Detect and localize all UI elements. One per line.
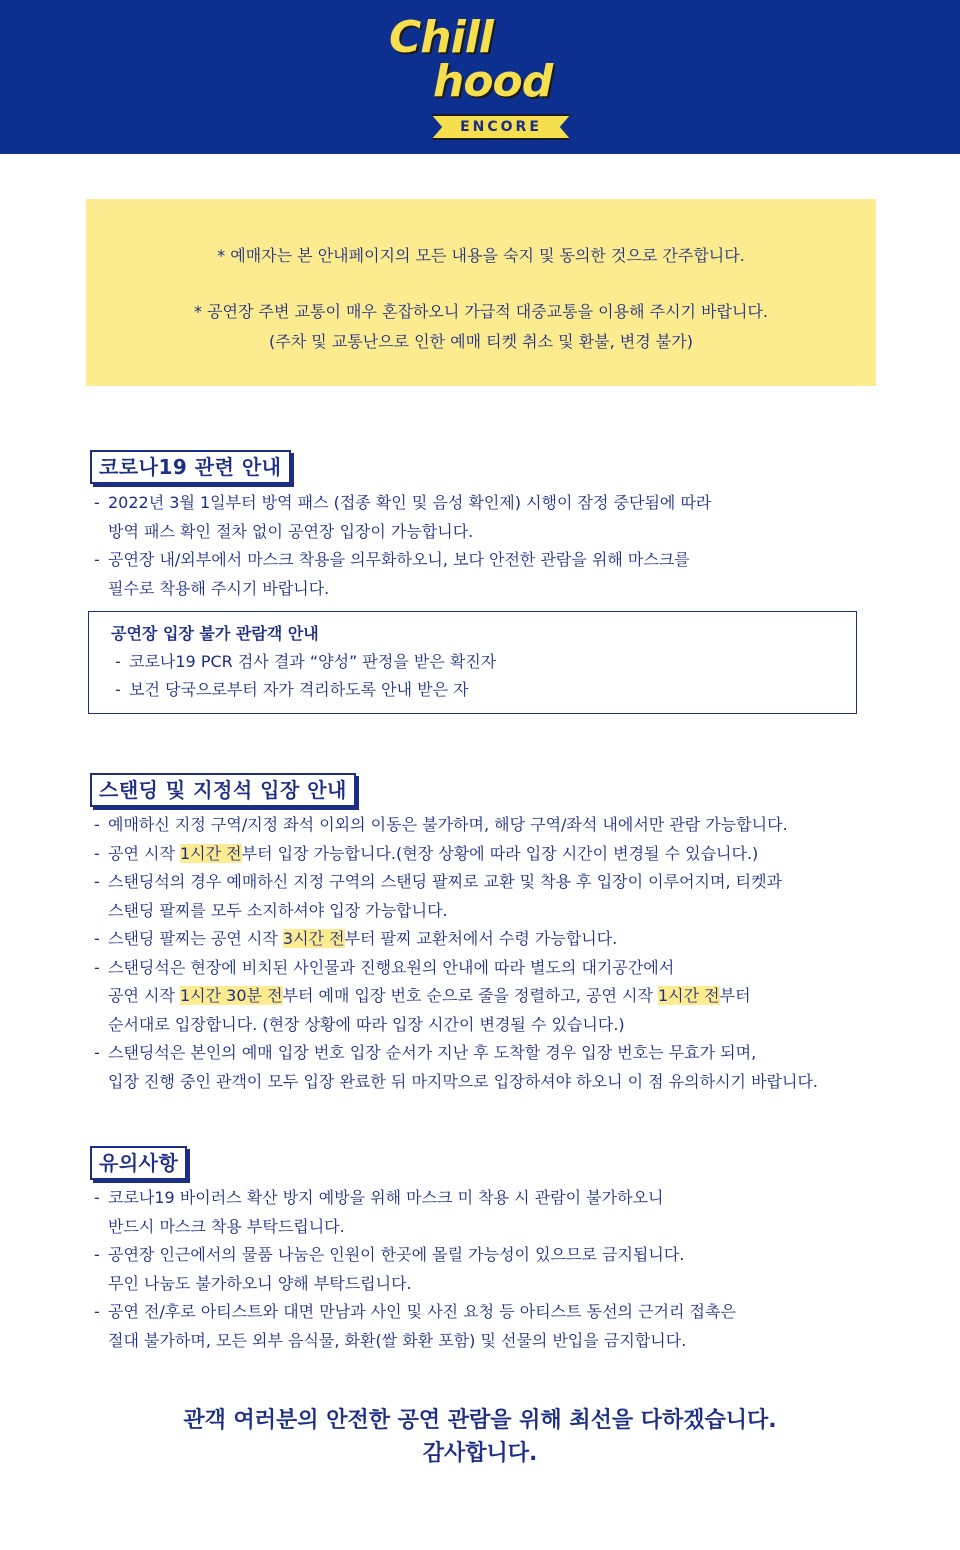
list-item-text: 입장 진행 중인 관객이 모두 입장 완료한 뒤 마지막으로 입장하셔야 하오니 이 점 유의하시기 바랍니다.	[108, 1071, 818, 1091]
list-item-text: 공연장 내/외부에서 마스크 착용을 의무화하오니, 보다 안전한 관람을 위해 마스크를	[108, 550, 690, 569]
section-title-standing: 스탠딩 및 지정석 입장 안내	[90, 773, 356, 807]
highlight-time: 1시간 전	[180, 843, 242, 863]
list-item-text: 공연 전/후로 아티스트와 대면 만남과 사인 및 사진 요청 등 아티스트 동선의 근거리 접촉은	[108, 1302, 736, 1321]
restriction-list	[111, 648, 856, 704]
list-item-text: 스탠딩석의 경우 예매하신 지정 구역의 스탠딩 팔찌로 교환 및 착용 후 입장이 이루어지며, 티켓과	[108, 872, 782, 891]
list-item	[94, 868, 924, 925]
list-item-text: 순서대로 입장합니다. (현장 상황에 따라 입장 시간이 변경될 수 있습니다.)	[108, 1014, 625, 1034]
list-item-text: 공연 시작	[108, 843, 180, 863]
list-item	[94, 1039, 924, 1096]
list-item-text: 필수로 착용해 주시기 바랍니다.	[108, 578, 330, 598]
childhood-encore-logo	[383, 10, 579, 146]
list-item-text: 반드시 마스크 착용 부탁드립니다.	[108, 1216, 345, 1236]
list-item-text: 부터 입장 가능합니다.(현장 상황에 따라 입장 시간이 변경될 수 있습니다.)	[241, 843, 759, 863]
list-item-text: 부터 팔찌 교환처에서 수령 가능합니다.	[344, 929, 618, 948]
logo-word-bottom: hood	[433, 56, 553, 107]
list-item	[94, 546, 924, 603]
list-item-text: 코로나19 바이러스 확산 방지 예방을 위해 마스크 미 착용 시 관람이 불가하오니	[108, 1188, 664, 1207]
caution-list	[94, 1184, 924, 1355]
section-title-caution: 유의사항	[90, 1146, 187, 1180]
list-item-text: 스탠딩 팔찌를 모두 소지하셔야 입장 가능합니다.	[108, 900, 448, 920]
list-item	[94, 1184, 924, 1241]
list-item-text: 2022년 3월 1일부터 방역 패스 (접종 확인 및 음성 확인제) 시행이 잠정 중단됨에 따라	[108, 493, 712, 512]
list-item	[94, 925, 924, 954]
notice-line: (주차 및 교통난으로 인한 예매 티켓 취소 및 환불, 변경 불가)	[269, 332, 693, 351]
list-item	[94, 954, 924, 1040]
notice-line: * 공연장 주변 교통이 매우 혼잡하오니 가급적 대중교통을 이용해 주시기 바랍니다.	[194, 302, 768, 321]
covid-list	[94, 489, 924, 603]
highlight-time: 3시간 전	[282, 929, 345, 948]
closing-line: 감사합니다.	[422, 1441, 538, 1466]
list-item	[94, 489, 924, 546]
list-item-text: 공연 시작	[108, 986, 180, 1005]
section-title-covid: 코로나19 관련 안내	[90, 450, 291, 484]
closing-message	[0, 1404, 960, 1470]
list-item-text: 부터	[719, 986, 751, 1005]
page-header	[0, 0, 960, 154]
list-item	[94, 811, 924, 840]
logo-ribbon-text: ENCORE	[460, 119, 542, 135]
list-item-text: 방역 패스 확인 절차 없이 공연장 입장이 가능합니다.	[108, 521, 474, 541]
closing-line: 관객 여러분의 안전한 공연 관람을 위해 최선을 다하겠습니다.	[183, 1408, 777, 1433]
list-item	[94, 840, 924, 869]
list-item-text: 스탠딩 팔찌는 공연 시작	[108, 929, 283, 948]
list-item: - 보건 당국으로부터 자가 격리하도록 안내 받은 자	[115, 676, 856, 704]
highlight-time: 1시간 전	[657, 986, 720, 1005]
list-item-text: 부터 예매 입장 번호 순으로 줄을 정렬하고, 공연 시작	[282, 986, 658, 1005]
list-item-text: 무인 나눔도 불가하오니 양해 부탁드립니다.	[108, 1273, 412, 1293]
list-item-text: 절대 불가하며, 모든 외부 음식물, 화환(쌀 화환 포함) 및 선물의 반입을 금지합니다.	[108, 1330, 687, 1350]
highlight-time: 1시간 30분 전	[180, 986, 283, 1005]
list-item: - 코로나19 PCR 검사 결과 “양성” 판정을 받은 확진자	[115, 648, 856, 676]
list-item	[94, 1298, 924, 1355]
list-item-text: 예매하신 지정 구역/지정 좌석 이외의 이동은 불가하며, 해당 구역/좌석 내에서만 관람 가능합니다.	[108, 815, 788, 834]
restriction-title: 공연장 입장 불가 관람객 안내	[111, 624, 319, 643]
entry-restriction-box	[88, 611, 857, 714]
list-item-text: 스탠딩석은 본인의 예매 입장 번호 입장 순서가 지난 후 도착할 경우 입장 번호는 무효가 되며,	[108, 1043, 757, 1062]
list-item	[94, 1241, 924, 1298]
list-item-text: 공연장 인근에서의 물품 나눔은 인원이 한곳에 몰릴 가능성이 있으므로 금지됩니다.	[108, 1245, 685, 1264]
notice-box	[86, 199, 876, 386]
list-item-text: 스탠딩석은 현장에 비치된 사인물과 진행요원의 안내에 따라 별도의 대기공간에서	[108, 957, 675, 977]
logo-word-top: Chill	[389, 12, 493, 63]
standing-list	[94, 811, 924, 1096]
notice-line: * 예매자는 본 안내페이지의 모든 내용을 숙지 및 동의한 것으로 간주합니다.	[217, 246, 745, 265]
